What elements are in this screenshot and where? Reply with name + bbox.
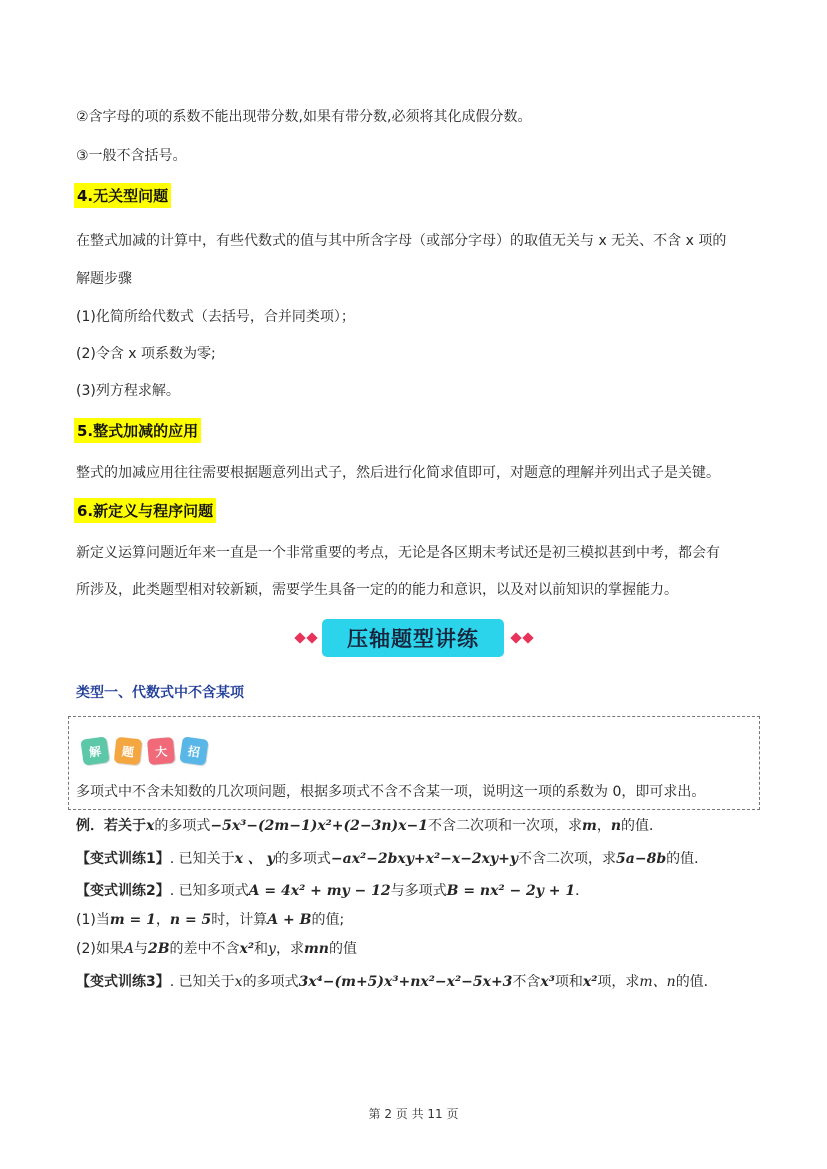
math-var: y	[268, 941, 276, 957]
text: 不含二次项，求	[518, 851, 617, 867]
math-expr: x²	[239, 941, 255, 957]
text: ，	[596, 818, 611, 834]
math-var: n	[610, 818, 621, 834]
math-expr: 5a−8b	[616, 851, 667, 867]
text: 项和	[554, 974, 583, 990]
math-expr: −5x³−(2m−1)x²+(2−3n)x−1	[210, 818, 428, 834]
step-1: (1)化简所给代数式（去括号，合并同类项）；	[76, 309, 355, 325]
text: (1)当	[76, 912, 110, 928]
tips-badges	[82, 738, 207, 764]
math-expr: 3x⁴−(m+5)x³+nx²−x²−5x+3	[298, 974, 513, 990]
math-expr: A = 4x² + my − 12	[248, 883, 391, 899]
text: 不含二次项和一次项，求	[427, 818, 582, 834]
step-2: (2)令含 x 项系数为零;	[76, 346, 216, 362]
diamond-icon	[510, 632, 521, 643]
badge-icon: 题	[114, 737, 143, 766]
math-expr: m = 1	[109, 912, 156, 928]
text: 和	[254, 941, 269, 957]
rule-line-2: ②含字母的项的系数不能出现带分数,如果有带分数,必须将其化成假分数。	[76, 109, 532, 125]
math-expr: m、n	[639, 974, 676, 990]
paragraph-6b: 所涉及，此类题型相对较新颖，需要学生具备一定的的能力和意识，以及对以前知识的掌握能力。	[76, 582, 678, 598]
badge-icon: 大	[147, 737, 175, 765]
paragraph-6a: 新定义运算问题近年来一直是一个非常重要的考点，无论是各区期末考试还是初三模拟甚到中考，都会有	[76, 545, 720, 561]
example-line	[76, 815, 663, 835]
math-var: x 、 y	[234, 851, 275, 867]
text: 不含	[512, 974, 541, 990]
math-expr: x³	[540, 974, 555, 990]
badge-icon: 解	[80, 736, 109, 765]
text: 的值．	[621, 818, 663, 834]
paragraph-5: 整式的加减应用往往需要根据题意列出式子，然后进行化简求值即可，对题意的理解并列出式子是关键。	[76, 465, 720, 481]
heading-5: 5.整式加减的应用	[74, 418, 201, 443]
math-expr: 2B	[147, 941, 170, 957]
text: 的多项式	[274, 851, 331, 867]
text: 项，求	[597, 974, 640, 990]
section-banner	[322, 619, 504, 657]
text: 的多项式	[154, 818, 211, 834]
text: 的多项式	[242, 974, 299, 990]
badge-icon: 招	[179, 736, 208, 765]
heading-6: 6.新定义与程序问题	[74, 498, 216, 523]
text: 的值;	[311, 912, 345, 928]
text: ．	[575, 883, 590, 899]
exercise-label: 【变式训练3】	[76, 974, 170, 990]
step-3: (3)列方程求解。	[76, 383, 180, 399]
paragraph-4b: 解题步骤	[76, 271, 132, 287]
text: 的差中不含	[169, 941, 240, 957]
text: 的值．	[675, 974, 718, 990]
diamond-icon	[306, 632, 317, 643]
text: ，求	[275, 941, 304, 957]
banner-title: 压轴题型讲练	[347, 627, 479, 651]
text: 的值．	[666, 851, 709, 867]
page-footer: 第 2 页 共 11 页	[368, 1107, 459, 1121]
exercise-3	[76, 971, 718, 991]
rule-line-3: ③一般不含括号。	[76, 148, 187, 164]
math-expr: −ax²−2bxy+x²−x−2xy+y	[330, 851, 519, 867]
math-expr: mn	[303, 941, 329, 957]
exercise-1	[76, 848, 708, 868]
text: 时，计算	[211, 912, 268, 928]
math-expr: B = nx² − 2y + 1	[446, 883, 576, 899]
exercise-label: 【变式训练1】	[76, 851, 170, 867]
text: (2)如果	[76, 941, 124, 957]
type-title: 类型一、代数式中不含某项	[76, 685, 244, 701]
diamond-icon	[522, 632, 533, 643]
diamond-icon	[294, 632, 305, 643]
text: ，	[155, 912, 170, 928]
example-label: 例．若关于	[76, 818, 146, 834]
math-expr: n = 5	[169, 912, 212, 928]
math-var: m	[581, 818, 597, 834]
math-var: x	[146, 818, 155, 834]
exercise-2-q2	[76, 938, 357, 958]
exercise-2-q1	[76, 909, 344, 929]
math-expr: x²	[582, 974, 598, 990]
text: . 已知关于	[169, 851, 235, 867]
heading-4: 4.无关型问题	[74, 183, 171, 208]
math-var: A	[123, 941, 134, 957]
text: 与多项式	[390, 883, 447, 899]
exercise-2	[76, 880, 589, 900]
exercise-label: 【变式训练2】	[76, 883, 170, 899]
math-var: x	[234, 974, 243, 990]
text: 的值	[328, 941, 357, 957]
paragraph-4a: 在整式加减的计算中，有些代数式的值与其中所含字母（或部分字母）的取值无关与 x 无关、不含 x 项的	[76, 233, 727, 249]
text: . 已知关于	[169, 974, 235, 990]
text: . 已知多项式	[169, 883, 249, 899]
text: 与	[133, 941, 148, 957]
math-expr: A + B	[267, 912, 312, 928]
tips-text: 多项式中不含未知数的几次项问题，根据多项式不含不含某一项，说明这一项的系数为 0，即可求出。	[76, 784, 706, 800]
